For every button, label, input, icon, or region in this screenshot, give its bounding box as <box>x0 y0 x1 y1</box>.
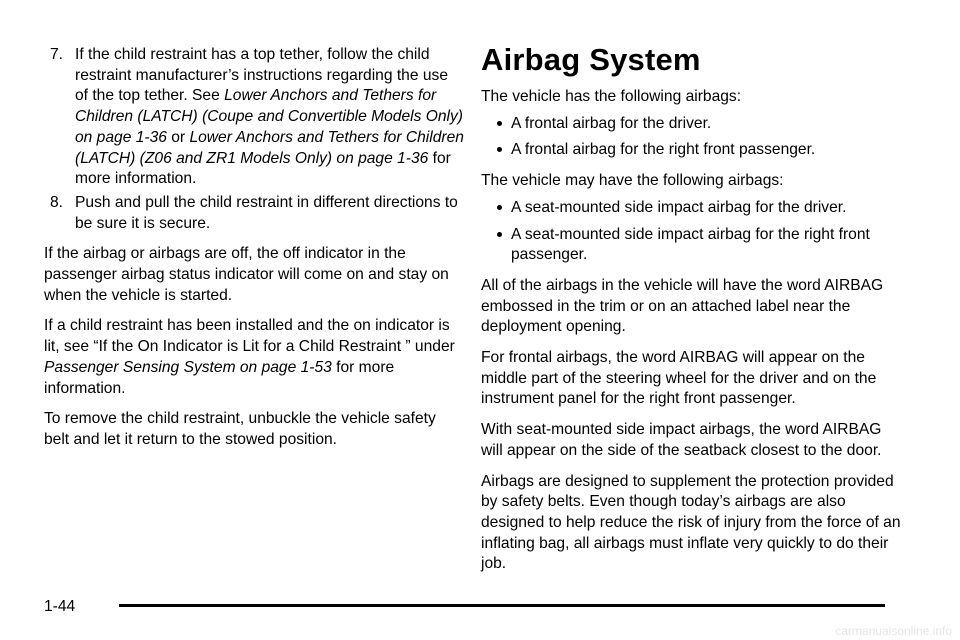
paragraph: To remove the child restraint, unbuckle the vehicle safety belt and let it return to the stowed position. <box>44 410 436 448</box>
page-number: 1-44 <box>44 598 76 615</box>
cross-reference-link[interactable]: Passenger Sensing System on page 1-53 <box>44 358 332 376</box>
right-column <box>481 87 906 575</box>
paragraph-text: for more information. <box>44 358 395 397</box>
bullet-text: A seat-mounted side impact airbag for the driver. <box>511 198 847 216</box>
bullet-item <box>481 114 906 135</box>
step-7 <box>44 45 464 190</box>
step-text: or <box>166 128 190 146</box>
bullet-text: A frontal airbag for the right front passenger. <box>511 141 816 159</box>
paragraph: With seat-mounted side impact airbags, the word AIRBAG will appear on the side of the seatback closest to the door. <box>481 421 882 459</box>
bullet-text: A seat-mounted side impact airbag for the right front passenger. <box>511 225 870 264</box>
paragraph: All of the airbags in the vehicle will have the word AIRBAG embossed in the trim or on an attached label near the deployment opening. <box>481 276 884 336</box>
section-heading: Airbag System <box>481 42 701 77</box>
step-number: 8. <box>50 193 64 211</box>
footer-rule <box>119 604 885 607</box>
step-8 <box>44 193 464 234</box>
bullet-icon <box>497 205 502 210</box>
bullet-icon <box>497 147 502 152</box>
paragraph: The vehicle has the following airbags: <box>481 88 742 105</box>
cross-reference-link[interactable]: Lower Anchors and Tethers for Children (LATCH) (Coupe and Convertible Models Only) on page 1-36 <box>75 87 463 146</box>
paragraph: If the airbag or airbags are off, the off indicator in the passenger airbag status indicator will come on and stay on when the vehicle is started. <box>44 245 449 304</box>
paragraph: The vehicle may have the following airbags: <box>481 172 784 190</box>
bullet-item <box>481 140 906 161</box>
bullet-text: A frontal airbag for the driver. <box>511 114 712 132</box>
left-column <box>44 45 464 451</box>
bullet-item <box>481 198 906 219</box>
paragraph-text: If a child restraint has been installed and the on indicator is lit, see “If the On Indicator is Lit for a Child Restraint ” under <box>44 317 455 356</box>
watermark: carmanualsonline.info <box>835 624 952 638</box>
cross-reference-link[interactable]: Lower Anchors and Tethers for Children (LATCH) (Z06 and ZR1 Models Only) on page 1-36 <box>75 128 464 167</box>
step-text: If the child restraint has a top tether, follow the child restraint manufacturer’s instructions regarding the use of the top tether. See <box>75 46 448 105</box>
paragraph: Airbags are designed to supplement the protection provided by safety belts. Even though today’s airbags are also designed to help reduce the risk of injury from the force of an inflating bag, all airbags must inflate very quickly to do their job. <box>481 472 901 573</box>
step-text: for more information. <box>75 149 451 188</box>
bullet-icon <box>497 121 502 126</box>
step-text: Push and pull the child restraint in different directions to be sure it is secure. <box>75 193 458 232</box>
bullet-item <box>481 225 906 266</box>
bullet-icon <box>497 232 502 237</box>
paragraph <box>44 316 464 399</box>
paragraph: For frontal airbags, the word AIRBAG will appear on the middle part of the steering wheel for the driver and on the instrument panel for the right front passenger. <box>481 349 877 408</box>
step-number: 7. <box>50 46 64 63</box>
